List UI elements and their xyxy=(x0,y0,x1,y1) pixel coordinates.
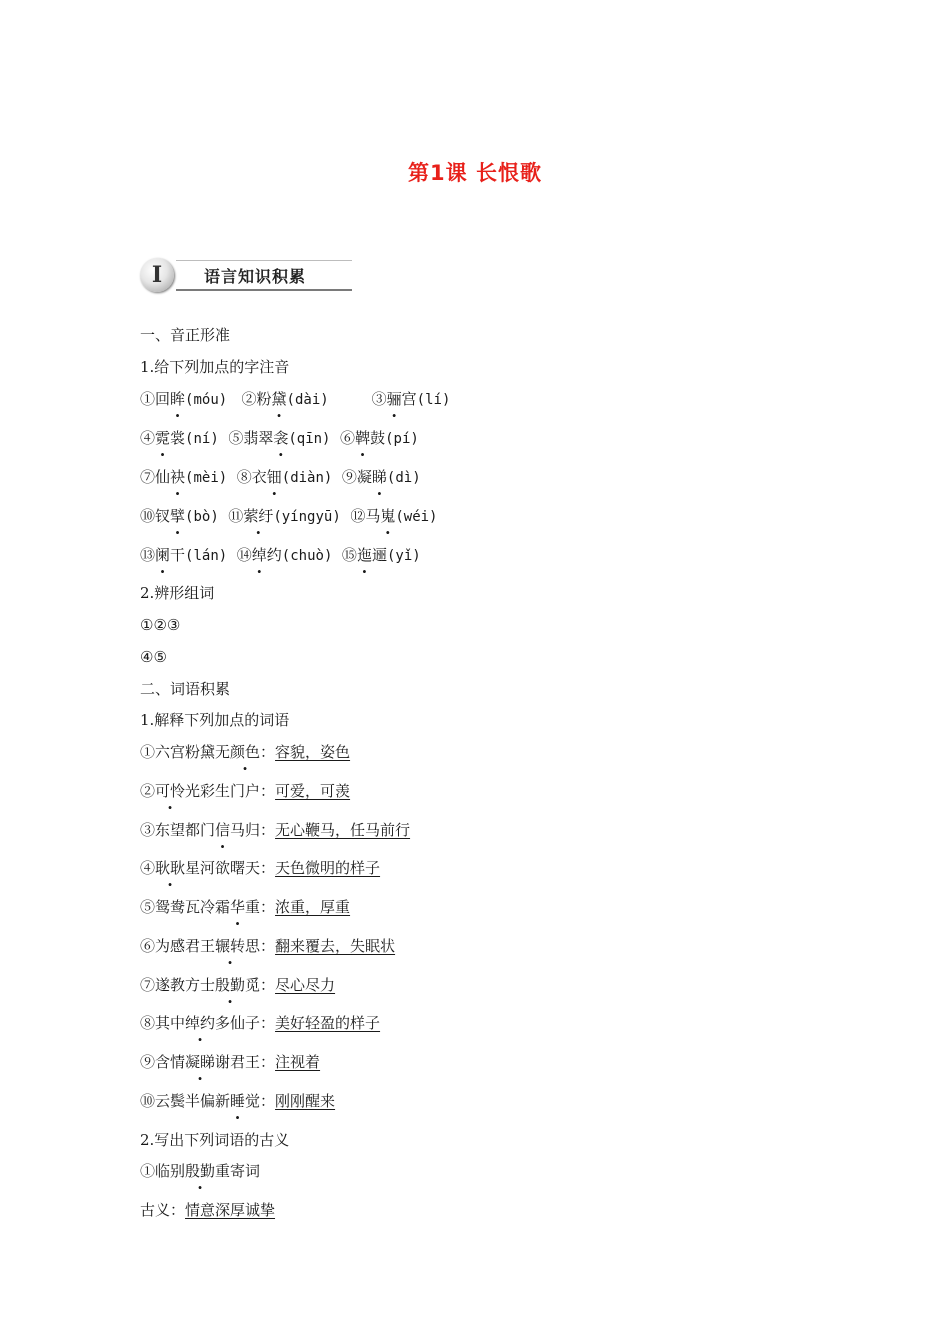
dotted-char: 鞞 xyxy=(355,429,371,447)
item-text: ⑫马 xyxy=(350,507,381,525)
dotted-char: 钿 xyxy=(266,468,282,486)
dotted-word: 信 xyxy=(215,821,231,839)
answer-line: ④⑤ xyxy=(140,648,167,666)
item-text: ⑨凝 xyxy=(341,468,372,486)
pinyin: (yǐ) xyxy=(386,548,421,564)
vocab-item xyxy=(140,1161,260,1181)
pinyin: (yíngyū) xyxy=(273,509,341,525)
pinyin-row xyxy=(140,389,450,410)
dotted-char: 霓 xyxy=(155,429,171,447)
item-text: ③ xyxy=(371,390,387,408)
item-text: ⑮ xyxy=(341,546,357,564)
dotted-word: 殷勤 xyxy=(215,976,246,994)
pinyin-row xyxy=(140,428,419,449)
item-text: 逦 xyxy=(371,546,387,564)
dotted-char: 衾 xyxy=(273,429,289,447)
question-heading: 2.辨形组词 xyxy=(140,584,215,602)
pinyin: (lí) xyxy=(416,392,451,408)
item-text: ⑦仙 xyxy=(140,468,171,486)
answer-text: 美好轻盈的样子 xyxy=(275,1014,381,1032)
dotted-word: 华 xyxy=(230,898,246,916)
item-text: 鼓 xyxy=(370,429,386,447)
vocab-item xyxy=(140,781,350,801)
item-text: ⑤翡翠 xyxy=(228,429,274,447)
item-text: 觅： xyxy=(245,976,276,994)
item-text: 裳 xyxy=(170,429,186,447)
item-text: ①六宫粉黛无 xyxy=(140,743,231,761)
answer-text: 刚刚醒来 xyxy=(275,1092,336,1110)
vocab-item xyxy=(140,742,350,762)
dotted-word: 颜色 xyxy=(230,743,261,761)
section-banner xyxy=(140,258,352,294)
answer-text: 浓重，厚重 xyxy=(275,898,351,916)
item-text: ⑧衣 xyxy=(236,468,267,486)
item-text: 光彩生门户： xyxy=(185,782,276,800)
dotted-char: 袂 xyxy=(170,468,186,486)
item-text: 约 xyxy=(266,546,282,564)
answer-text: 天色微明的样子 xyxy=(275,859,381,877)
item-text: ⑩钗 xyxy=(140,507,171,525)
vocab-item xyxy=(140,897,350,917)
item-text: ⑧其中 xyxy=(140,1014,186,1032)
dotted-char: 阑 xyxy=(155,546,171,564)
dotted-char: 迤 xyxy=(356,546,372,564)
answer-text: 注视着 xyxy=(275,1053,321,1071)
answer-label: 古义： xyxy=(140,1201,186,1219)
item-text: ： xyxy=(260,743,276,761)
pinyin: (diàn) xyxy=(281,470,333,486)
vocab-item xyxy=(140,1091,335,1111)
answer-text: 可爱，可羡 xyxy=(275,782,351,800)
item-text: 干 xyxy=(170,546,186,564)
pinyin: (wéi) xyxy=(395,509,438,525)
page-title: 第1课 长恨歌 xyxy=(408,161,542,185)
pinyin: (móu) xyxy=(185,392,228,408)
vocab-item xyxy=(140,936,395,956)
banner-numeral: I xyxy=(151,262,163,288)
item-text: ①临别 xyxy=(140,1162,186,1180)
item-text: ⑥为感君王 xyxy=(140,937,216,955)
banner-rule-top xyxy=(176,260,352,261)
dotted-word: 殷勤 xyxy=(185,1162,216,1180)
dotted-char: 嵬 xyxy=(380,507,396,525)
item-text: ④ xyxy=(140,429,156,447)
item-text: ⑥ xyxy=(340,429,356,447)
question-heading: 1.解释下列加点的词语 xyxy=(140,711,290,729)
dotted-word: 凝睇 xyxy=(185,1053,216,1071)
item-text: 多仙子： xyxy=(215,1014,276,1032)
answer-text: 尽心尽力 xyxy=(275,976,336,994)
item-text: ①回 xyxy=(140,390,171,408)
answer-text: 无心鞭马，任马前行 xyxy=(275,821,411,839)
banner-label: 语言知识积累 xyxy=(204,267,307,286)
item-text: ⑦遂教方士 xyxy=(140,976,216,994)
dotted-char: 黛 xyxy=(271,390,287,408)
pinyin: (bò) xyxy=(185,509,219,525)
pinyin-row xyxy=(140,506,438,527)
answer-text: 容貌，姿色 xyxy=(275,743,351,761)
dotted-word: 可怜 xyxy=(155,782,186,800)
item-text: 重寄词 xyxy=(215,1162,261,1180)
answer-text: 翻来覆去，失眠状 xyxy=(275,937,396,955)
item-text: 重： xyxy=(245,898,276,916)
item-text: 思： xyxy=(245,937,276,955)
dotted-word: 绰约 xyxy=(185,1014,216,1032)
section-heading: 二、词语积累 xyxy=(140,680,231,698)
dotted-char: 萦纡 xyxy=(243,507,274,525)
pinyin: (dài) xyxy=(286,392,329,408)
pinyin: (qīn) xyxy=(288,431,331,447)
dotted-word: 辗转 xyxy=(215,937,246,955)
banner-rule-bottom xyxy=(176,289,352,291)
answer-text: 情意深厚诚挚 xyxy=(185,1201,276,1219)
item-text: ② xyxy=(140,782,156,800)
question-heading: 2.写出下列词语的古义 xyxy=(140,1131,290,1149)
item-text: 马归： xyxy=(230,821,276,839)
item-text: ②粉 xyxy=(241,390,272,408)
item-text: ⑤鸳鸯瓦冷霜 xyxy=(140,898,231,916)
item-text: 谢君王： xyxy=(215,1053,276,1071)
item-text: ③东望都门 xyxy=(140,821,216,839)
vocab-item xyxy=(140,820,410,840)
dotted-char: 眸 xyxy=(170,390,186,408)
vocab-item xyxy=(140,1052,320,1072)
item-text: ④ xyxy=(140,859,156,877)
dotted-word: 耿耿 xyxy=(155,859,186,877)
vocab-item xyxy=(140,1013,380,1033)
pinyin-row xyxy=(140,545,421,566)
section-heading: 一、音正形准 xyxy=(140,326,231,344)
pinyin: (ní) xyxy=(185,431,219,447)
item-text: 宫 xyxy=(401,390,417,408)
dotted-word: 新睡觉 xyxy=(215,1092,261,1110)
item-text: ： xyxy=(260,1092,276,1110)
dotted-char: 擘 xyxy=(170,507,186,525)
vocab-item xyxy=(140,975,335,995)
pinyin: (dì) xyxy=(386,470,421,486)
pinyin: (pí) xyxy=(385,431,419,447)
vocab-item xyxy=(140,858,380,878)
item-text: ⑬ xyxy=(140,546,156,564)
pinyin-row xyxy=(140,467,421,488)
answer-line: ①②③ xyxy=(140,616,181,634)
pinyin: (lán) xyxy=(185,548,228,564)
item-text: ⑪ xyxy=(228,507,244,525)
dotted-char: 绰 xyxy=(251,546,267,564)
dotted-char: 骊 xyxy=(386,390,402,408)
dotted-char: 睇 xyxy=(371,468,387,486)
question-heading: 1.给下列加点的字注音 xyxy=(140,358,290,376)
answer-line xyxy=(140,1200,275,1220)
item-text: ⑭ xyxy=(236,546,252,564)
item-text: ⑨含情 xyxy=(140,1053,186,1071)
pinyin: (chuò) xyxy=(281,548,333,564)
item-text: ⑩云鬓半偏 xyxy=(140,1092,216,1110)
item-text: 星河欲曙天： xyxy=(185,859,276,877)
pinyin: (mèi) xyxy=(185,470,228,486)
